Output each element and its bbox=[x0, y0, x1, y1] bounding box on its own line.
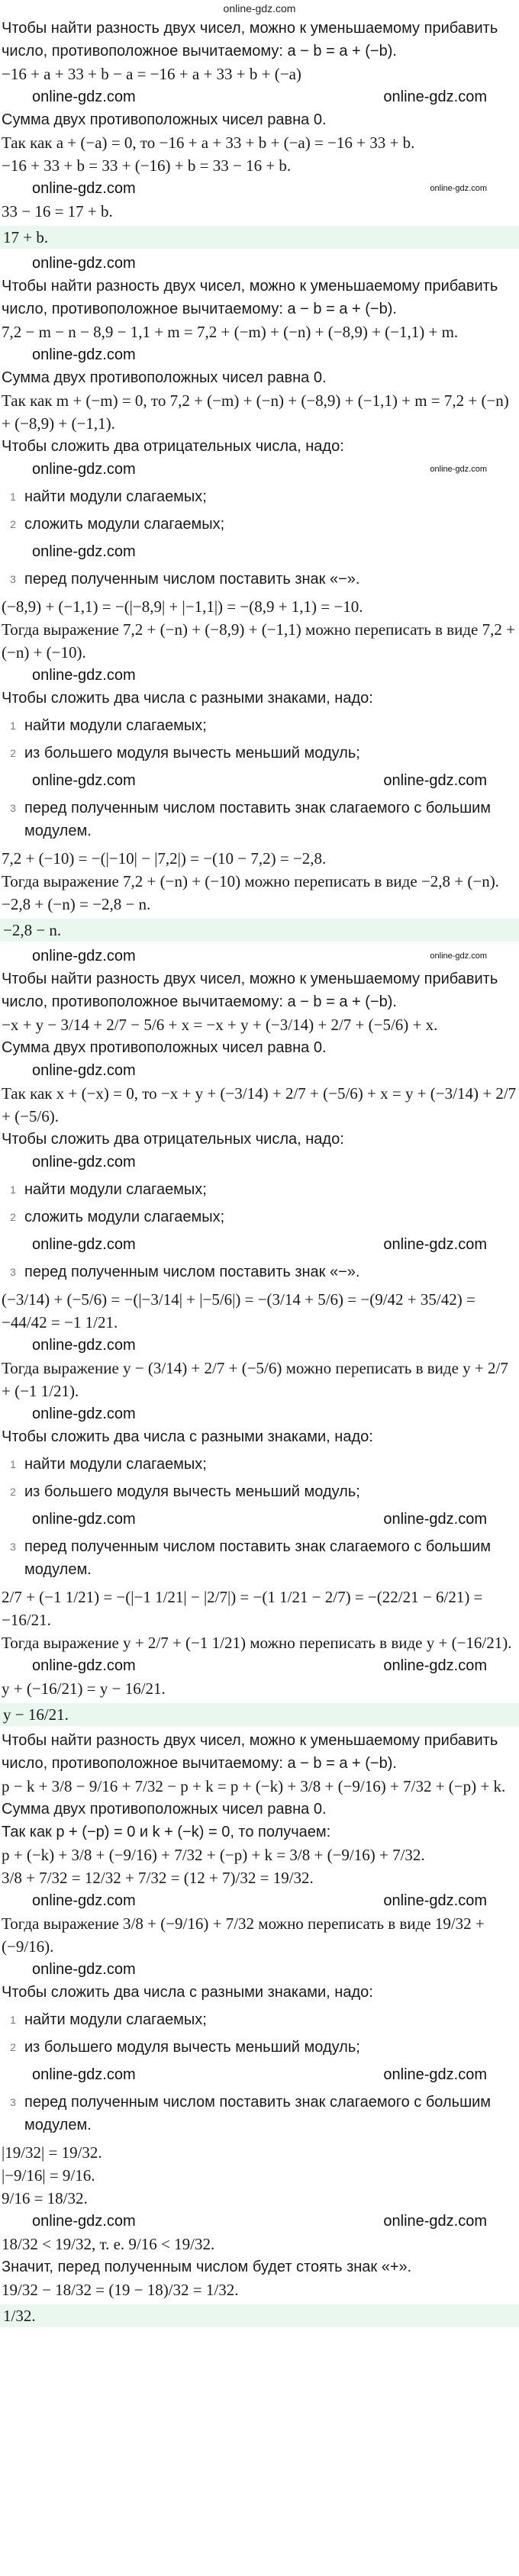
text-line: Сумма двух противоположных чисел равна 0. bbox=[2, 1039, 327, 1056]
watermark: online-gdz.com bbox=[32, 1236, 136, 1253]
intro-text: Чтобы найти разность двух чисел, можно к уменьшаемому прибавить число, противоположное вычитаемому: a − b = a + (−b). bbox=[2, 1732, 498, 1772]
watermark: online-gdz.com bbox=[32, 461, 136, 478]
watermark: online-gdz.com bbox=[383, 1511, 487, 1528]
watermark: online-gdz.com bbox=[32, 1961, 136, 1978]
watermark: online-gdz.com bbox=[32, 1337, 136, 1354]
watermark: online-gdz.com bbox=[32, 255, 136, 272]
math-line: p − k + 3/8 − 9/16 + 7/32 − p + k = p + (−k) + 3/8 + (−9/16) + 7/32 + (−p) + k. bbox=[2, 1777, 506, 1795]
watermark: online-gdz.com bbox=[32, 2213, 136, 2230]
watermark: online-gdz.com bbox=[430, 465, 487, 474]
watermark: online-gdz.com bbox=[32, 948, 136, 964]
list-item: 3 перед полученным числом поставить знак слагаемого с большим модулем. bbox=[10, 800, 492, 839]
answer-3: y − 16/21. bbox=[0, 1703, 519, 1726]
watermark: online-gdz.com bbox=[383, 2066, 487, 2083]
watermark: online-gdz.com bbox=[430, 184, 487, 193]
math-line: 9/16 = 18/32. bbox=[2, 2189, 88, 2207]
list-item: 1 найти модули слагаемых; bbox=[10, 2011, 207, 2028]
math-line: 2/7 + (−1 1/21) = −(|−1 1/21| − |2/7|) = −(1 1/21 − 2/7) = −(22/21 − 6/21) = −16/21. bbox=[2, 1588, 483, 1629]
list-item: 2 из большего модуля вычесть меньший модуль; bbox=[10, 745, 360, 762]
watermark: online-gdz.com bbox=[32, 180, 136, 197]
site-header: online-gdz.com bbox=[223, 2, 296, 14]
math-line: Тогда выражение 7,2 + (−n) + (−10) можно переписать в виде −2,8 + (−n). bbox=[2, 872, 499, 890]
math-line: Тогда выражение 3/8 + (−9/16) + 7/32 можно переписать в виде 19/32 + (−9/16). bbox=[2, 1914, 485, 1956]
math-line: Тогда выражение 7,2 + (−n) + (−8,9) + (−1,1) можно переписать в виде 7,2 + (−n) + (−10). bbox=[2, 620, 515, 662]
math-line: Тогда выражение y + 2/7 + (−1 1/21) можно переписать в виде y + (−16/21). bbox=[2, 1634, 512, 1652]
watermark: online-gdz.com bbox=[32, 1511, 136, 1528]
watermark: online-gdz.com bbox=[430, 952, 487, 961]
intro-text: Чтобы найти разность двух чисел, можно к уменьшаемому прибавить число, противоположное вычитаемому: a − b = a + (−b). bbox=[2, 971, 498, 1010]
math-line: 3/8 + 7/32 = 12/32 + 7/32 = (12 + 7)/32 = 19/32. bbox=[2, 1869, 314, 1887]
text-line: Сумма двух противоположных чисел равна 0. bbox=[2, 1801, 327, 1818]
list-item: 3 перед полученным числом поставить знак слагаемого с большим модулем. bbox=[10, 1538, 492, 1578]
intro-text: Чтобы найти разность двух чисел, можно к уменьшаемому прибавить число, противоположное вычитаемому: a − b = a + (−b). bbox=[2, 278, 498, 317]
steps-list bbox=[2, 1453, 517, 1581]
watermark: online-gdz.com bbox=[32, 772, 136, 789]
math-line: 19/32 − 18/32 = (19 − 18)/32 = 1/32. bbox=[2, 2281, 239, 2299]
watermark: online-gdz.com bbox=[383, 1657, 487, 1674]
math-line: (−3/14) + (−5/6) = −(|−3/14| + |−5/6|) = −(3/14 + 5/6) = −(9/42 + 35/42) = −44/42 = −1 1/21. bbox=[2, 1290, 475, 1331]
math-line: Так как m + (−m) = 0, то 7,2 + (−m) + (−n) + (−8,9) + (−1,1) + m = 7,2 + (−n) + (−8,9) + (−1,1). bbox=[2, 391, 509, 433]
text-line: Сумма двух противоположных чисел равна 0. bbox=[2, 369, 327, 386]
watermark: online-gdz.com bbox=[32, 543, 136, 560]
list-item: 3 перед полученным числом поставить знак «−». bbox=[10, 571, 360, 588]
watermark: online-gdz.com bbox=[32, 1406, 136, 1422]
text-line: Чтобы сложить два отрицательных числа, надо: bbox=[2, 1131, 344, 1148]
math-line: −x + y − 3/14 + 2/7 − 5/6 + x = −x + y + (−3/14) + 2/7 + (−5/6) + x. bbox=[2, 1016, 438, 1034]
solution-section-1 bbox=[0, 17, 519, 223]
text-line: Значит, перед полученным числом будет стоять знак «+». bbox=[2, 2259, 412, 2275]
list-item: 2 из большего модуля вычесть меньший модуль; bbox=[10, 1483, 360, 1500]
text-line: Так как p + (−p) = 0 и k + (−k) = 0, то получаем: bbox=[2, 1824, 331, 1840]
math-line: −16 + 33 + b = 33 + (−16) + b = 33 − 16 + b. bbox=[2, 156, 292, 175]
list-item: 3 перед полученным числом поставить знак «−». bbox=[10, 1264, 360, 1280]
solution-section-4 bbox=[0, 1729, 519, 2301]
watermark: online-gdz.com bbox=[383, 2213, 487, 2230]
solution-section-3 bbox=[0, 945, 519, 1700]
list-item: 2 сложить модули слагаемых; bbox=[10, 516, 225, 533]
math-line: p + (−k) + 3/8 + (−9/16) + 7/32 + (−p) + k = 3/8 + (−9/16) + 7/32. bbox=[2, 1846, 425, 1864]
list-item: 2 из большего модуля вычесть меньший модуль; bbox=[10, 2039, 360, 2056]
watermark: online-gdz.com bbox=[32, 1154, 136, 1170]
watermark: online-gdz.com bbox=[32, 346, 136, 363]
steps-list bbox=[2, 2008, 517, 2136]
watermark: online-gdz.com bbox=[32, 1892, 136, 1909]
steps-list bbox=[2, 714, 517, 842]
math-line: Так как x + (−x) = 0, то −x + y + (−3/14) + 2/7 + (−5/6) + x = y + (−3/14) + 2/7 + (−5/6). bbox=[2, 1084, 517, 1125]
list-item: 3 перед полученным числом поставить знак слагаемого с большим модулем. bbox=[10, 2094, 492, 2133]
watermark: online-gdz.com bbox=[32, 1062, 136, 1079]
list-item: 1 найти модули слагаемых; bbox=[10, 1181, 207, 1198]
text-line: Чтобы сложить два отрицательных числа, надо: bbox=[2, 438, 344, 455]
math-line: |19/32| = 19/32. bbox=[2, 2143, 102, 2162]
text-line: Чтобы сложить два числа с разными знаками, надо: bbox=[2, 690, 373, 707]
steps-list bbox=[2, 485, 517, 591]
math-line: 7,2 − m − n − 8,9 − 1,1 + m = 7,2 + (−m) + (−n) + (−8,9) + (−1,1) + m. bbox=[2, 323, 459, 341]
text-line: Сумма двух противоположных чисел равна 0. bbox=[2, 111, 327, 128]
text-line: Чтобы сложить два числа с разными знаками, надо: bbox=[2, 1984, 373, 2001]
math-line: −2,8 + (−n) = −2,8 − n. bbox=[2, 895, 151, 913]
answer-1: 17 + b. bbox=[0, 226, 519, 249]
math-line: −16 + a + 33 + b − a = −16 + a + 33 + b + (−a) bbox=[2, 65, 301, 83]
watermark: online-gdz.com bbox=[383, 772, 487, 789]
answer-4: 1/32. bbox=[0, 2304, 519, 2327]
text-line: Чтобы сложить два числа с разными знаками, надо: bbox=[2, 1428, 373, 1445]
list-item: 1 найти модули слагаемых; bbox=[10, 488, 207, 505]
math-line: 18/32 < 19/32, т. е. 9/16 < 19/32. bbox=[2, 2235, 215, 2253]
list-item: 2 сложить модули слагаемых; bbox=[10, 1209, 225, 1225]
math-line: Тогда выражение y − (3/14) + 2/7 + (−5/6) можно переписать в виде y + 2/7 + (−1 1/21). bbox=[2, 1359, 508, 1400]
math-line: 7,2 + (−10) = −(|−10| − |7,2|) = −(10 − 7,2) = −2,8. bbox=[2, 849, 327, 868]
watermark: online-gdz.com bbox=[383, 1892, 487, 1909]
watermark: online-gdz.com bbox=[32, 1657, 136, 1674]
watermark: online-gdz.com bbox=[32, 2066, 136, 2083]
solution-section-2 bbox=[0, 252, 519, 916]
list-item: 1 найти модули слагаемых; bbox=[10, 717, 207, 734]
math-line: 33 − 16 = 17 + b. bbox=[2, 202, 113, 221]
watermark: online-gdz.com bbox=[32, 89, 136, 105]
intro-text: Чтобы найти разность двух чисел, можно к уменьшаемому прибавить число, противоположное вычитаемому: a − b = a + (−b). bbox=[2, 20, 498, 60]
math-line: (−8,9) + (−1,1) = −(|−8,9| + |−1,1|) = −(8,9 + 1,1) = −10. bbox=[2, 597, 363, 616]
math-line: Так как a + (−a) = 0, то −16 + a + 33 + b + (−a) = −16 + 33 + b. bbox=[2, 134, 415, 152]
watermark: online-gdz.com bbox=[32, 667, 136, 684]
list-item: 1 найти модули слагаемых; bbox=[10, 1456, 207, 1473]
watermark: online-gdz.com bbox=[383, 1236, 487, 1253]
answer-2: −2,8 − n. bbox=[0, 919, 519, 942]
math-line: |−9/16| = 9/16. bbox=[2, 2166, 95, 2185]
math-line: y + (−16/21) = y − 16/21. bbox=[2, 1679, 166, 1698]
watermark: online-gdz.com bbox=[383, 89, 487, 105]
steps-list bbox=[2, 1178, 517, 1283]
